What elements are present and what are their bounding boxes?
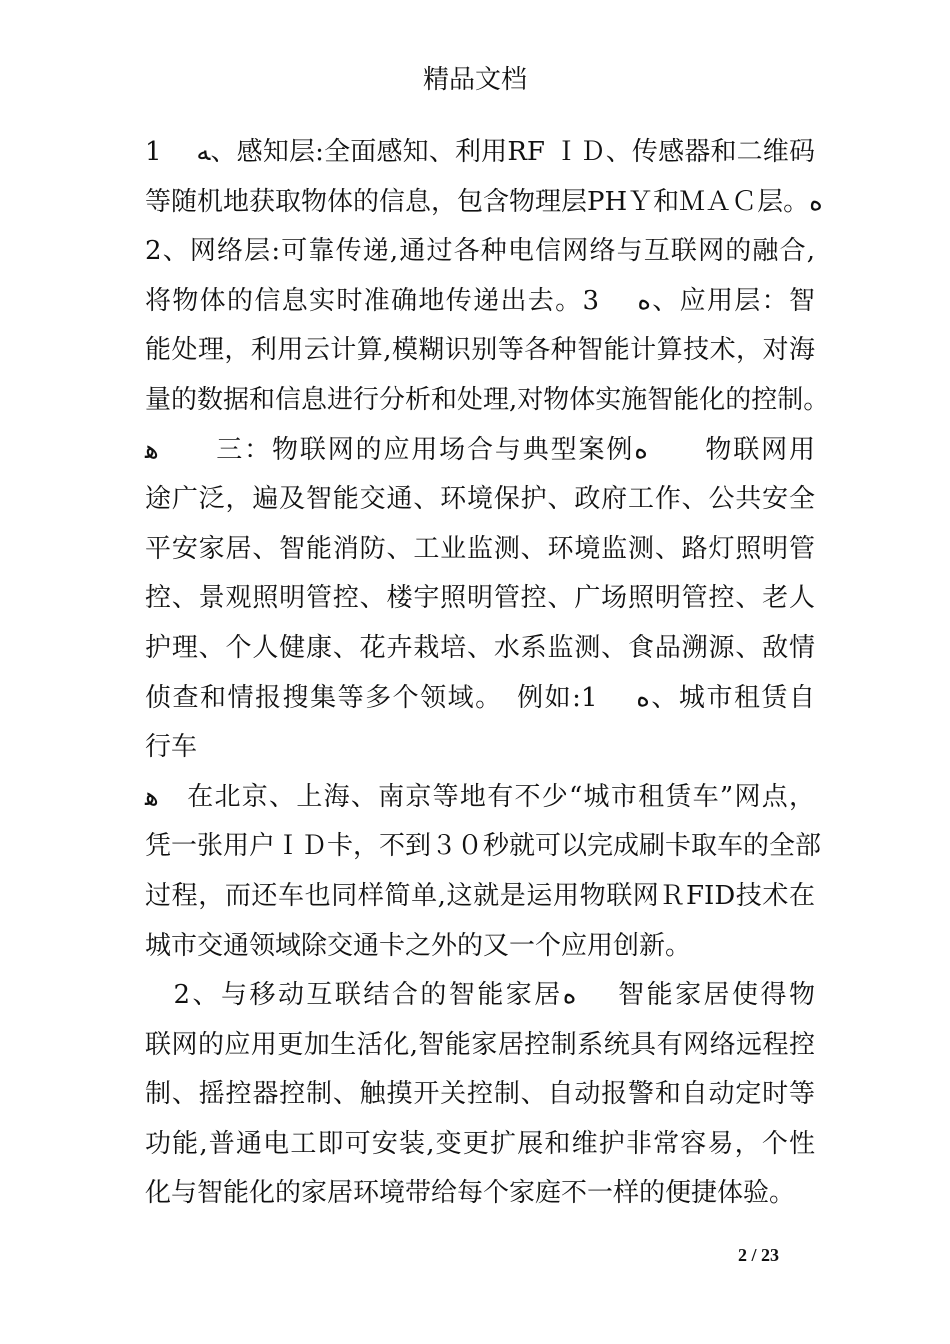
text-line: 侦查和情报搜集等多个领域。 例如:1 ﻩ、城市租赁自 <box>145 682 815 713</box>
text-line: 等随机地获取物体的信息，包含物理层PHＹ和ＭＡＣ层。ﻩ <box>145 186 823 217</box>
document-body <box>145 132 830 1223</box>
page-number: 2 / 23 <box>738 1245 780 1265</box>
text-line: 2、与移动互联结合的智能家居ﻩ 智能家居使得物 <box>145 980 816 1011</box>
text-line: 功能,普通电工即可安装,变更扩展和维护非常容易，个性 <box>145 1128 815 1159</box>
text-line: 联网的应用更加生活化,智能家居控制系统具有网络远程控 <box>145 1029 815 1060</box>
text-line: ﻫ 在北京、上海、南京等地有不少“城市租赁车”网点， <box>145 781 815 812</box>
text-line: 量的数据和信息进行分析和处理,对物体实施智能化的控制。 <box>145 384 830 415</box>
text-line: 凭一张用户ＩＤ卡，不到３０秒就可以完成刷卡取车的全部 <box>145 831 822 862</box>
text-line: 过程，而还车也同样简单,这就是运用物联网ＲFID技术在 <box>145 880 815 911</box>
text-line: 平安家居、智能消防、工业监测、环境监测、路灯照明管 <box>145 533 815 564</box>
text-line: 能处理，利用云计算,模糊识别等各种智能计算技术，对海 <box>145 335 815 366</box>
text-line: 化与智能化的家居环境带给每个家庭不一样的便捷体验。 <box>145 1178 796 1209</box>
text-line: 控、景观照明管控、楼宇照明管控、广场照明管控、老人 <box>145 583 815 614</box>
text-line: ﻫ 三：物联网的应用场合与典型案例ﻩ 物联网用 <box>145 434 815 465</box>
text-line: 行车 <box>145 732 198 763</box>
text-line: 将物体的信息实时准确地传递出去。3 ﻩ、应用层：智 <box>145 285 815 316</box>
text-line: 城市交通领域除交通卡之外的又一个应用创新。 <box>145 930 692 961</box>
text-line: 制、摇控器控制、触摸开关控制、自动报警和自动定时等 <box>145 1079 815 1110</box>
text-line: 护理、个人健康、花卉栽培、水系监测、食品溯源、敌情 <box>145 632 815 663</box>
text-line: 途广泛，遍及智能交通、环境保护、政府工作、公共安全 <box>145 484 815 515</box>
text-line: 2、网络层:可靠传递,通过各种电信网络与互联网的融合, <box>145 236 815 267</box>
text-line: 1 ﻪ、感知层:全面感知、利用RF ＩＤ、传感器和二维码 <box>145 137 815 167</box>
page-header-title: 精品文档 <box>422 65 527 95</box>
